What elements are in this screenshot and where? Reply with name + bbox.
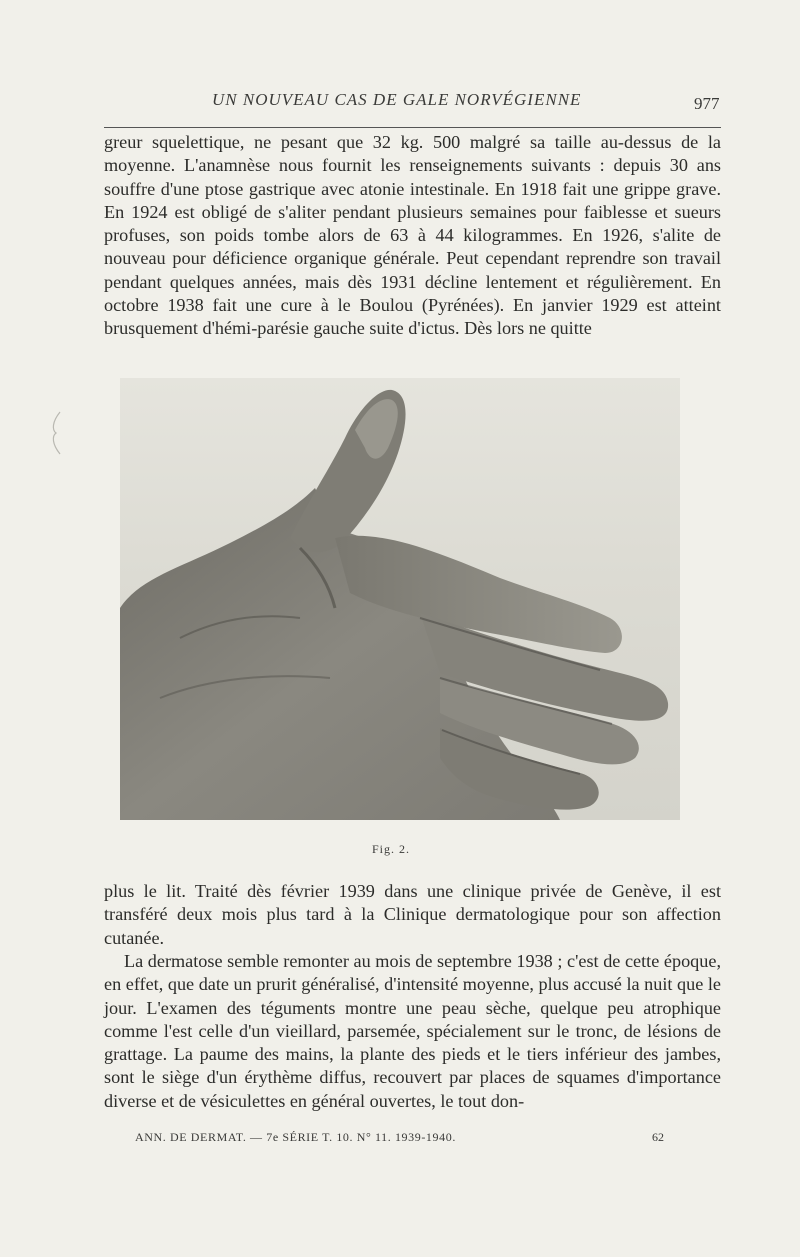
body-paragraph: greur squelettique, ne pesant que 32 kg. 500 malgré sa taille au-dessus de la moyenne. L'anamnèse nous fournit les renseignements suivants : depuis 30 ans souffre d'une ptose gastrique avec atonie intestinale. En 1918 fait une grippe grave. En 1924 est obligé de s'aliter pendant plusieurs semaines pour faiblesse et sueurs profuses, son poids tombe alors de 63 à 44 kilogrammes. En 1926, s'alite de nouveau pour déficience organique générale. Peut cependant reprendre son travail pendant quelques années, mais dès 1931 décline lentement et régulièrement. En octobre 1938 fait une cure à le Boulou (Pyrénées). En janvier 1929 est atteint brusquement d'hémi-parésie gauche suite d'ictus. Dès lors ne quitte bbox=[104, 132, 721, 339]
figure-plate bbox=[120, 378, 680, 820]
hand-photograph bbox=[120, 378, 680, 820]
header-rule bbox=[104, 127, 721, 128]
signature-number: 62 bbox=[652, 1130, 664, 1144]
running-head: UN NOUVEAU CAS DE GALE NORVÉGIENNE bbox=[212, 90, 582, 109]
margin-bracket-mark bbox=[46, 410, 66, 456]
journal-footer: ANN. DE DERMAT. — 7e SÉRIE T. 10. N° 11. 1939-1940. bbox=[135, 1130, 456, 1144]
body-paragraph: La dermatose semble remonter au mois de septembre 1938 ; c'est de cette époque, en effet, que date un prurit généralisé, d'intensité moyenne, plus accusé la nuit que le jour. L'examen des téguments montre une peau sèche, quelque peu atrophique comme l'est celle d'un vieillard, parsemée, spécialement sur le tronc, de lésions de grattage. La paume des mains, la plante des pieds et le tiers inférieur des jambes, sont le siège d'un érythème diffus, recouvert par places de squames d'importance diverse et de vésiculettes en général ouvertes, le tout don- bbox=[104, 951, 721, 1111]
body-paragraph: plus le lit. Traité dès février 1939 dans une clinique privée de Genève, il est transféré deux mois plus tard à la Clinique dermatologique pour son affection cutanée. bbox=[104, 881, 721, 948]
page-number: 977 bbox=[694, 94, 720, 113]
figure-caption: Fig. 2. bbox=[372, 842, 411, 856]
